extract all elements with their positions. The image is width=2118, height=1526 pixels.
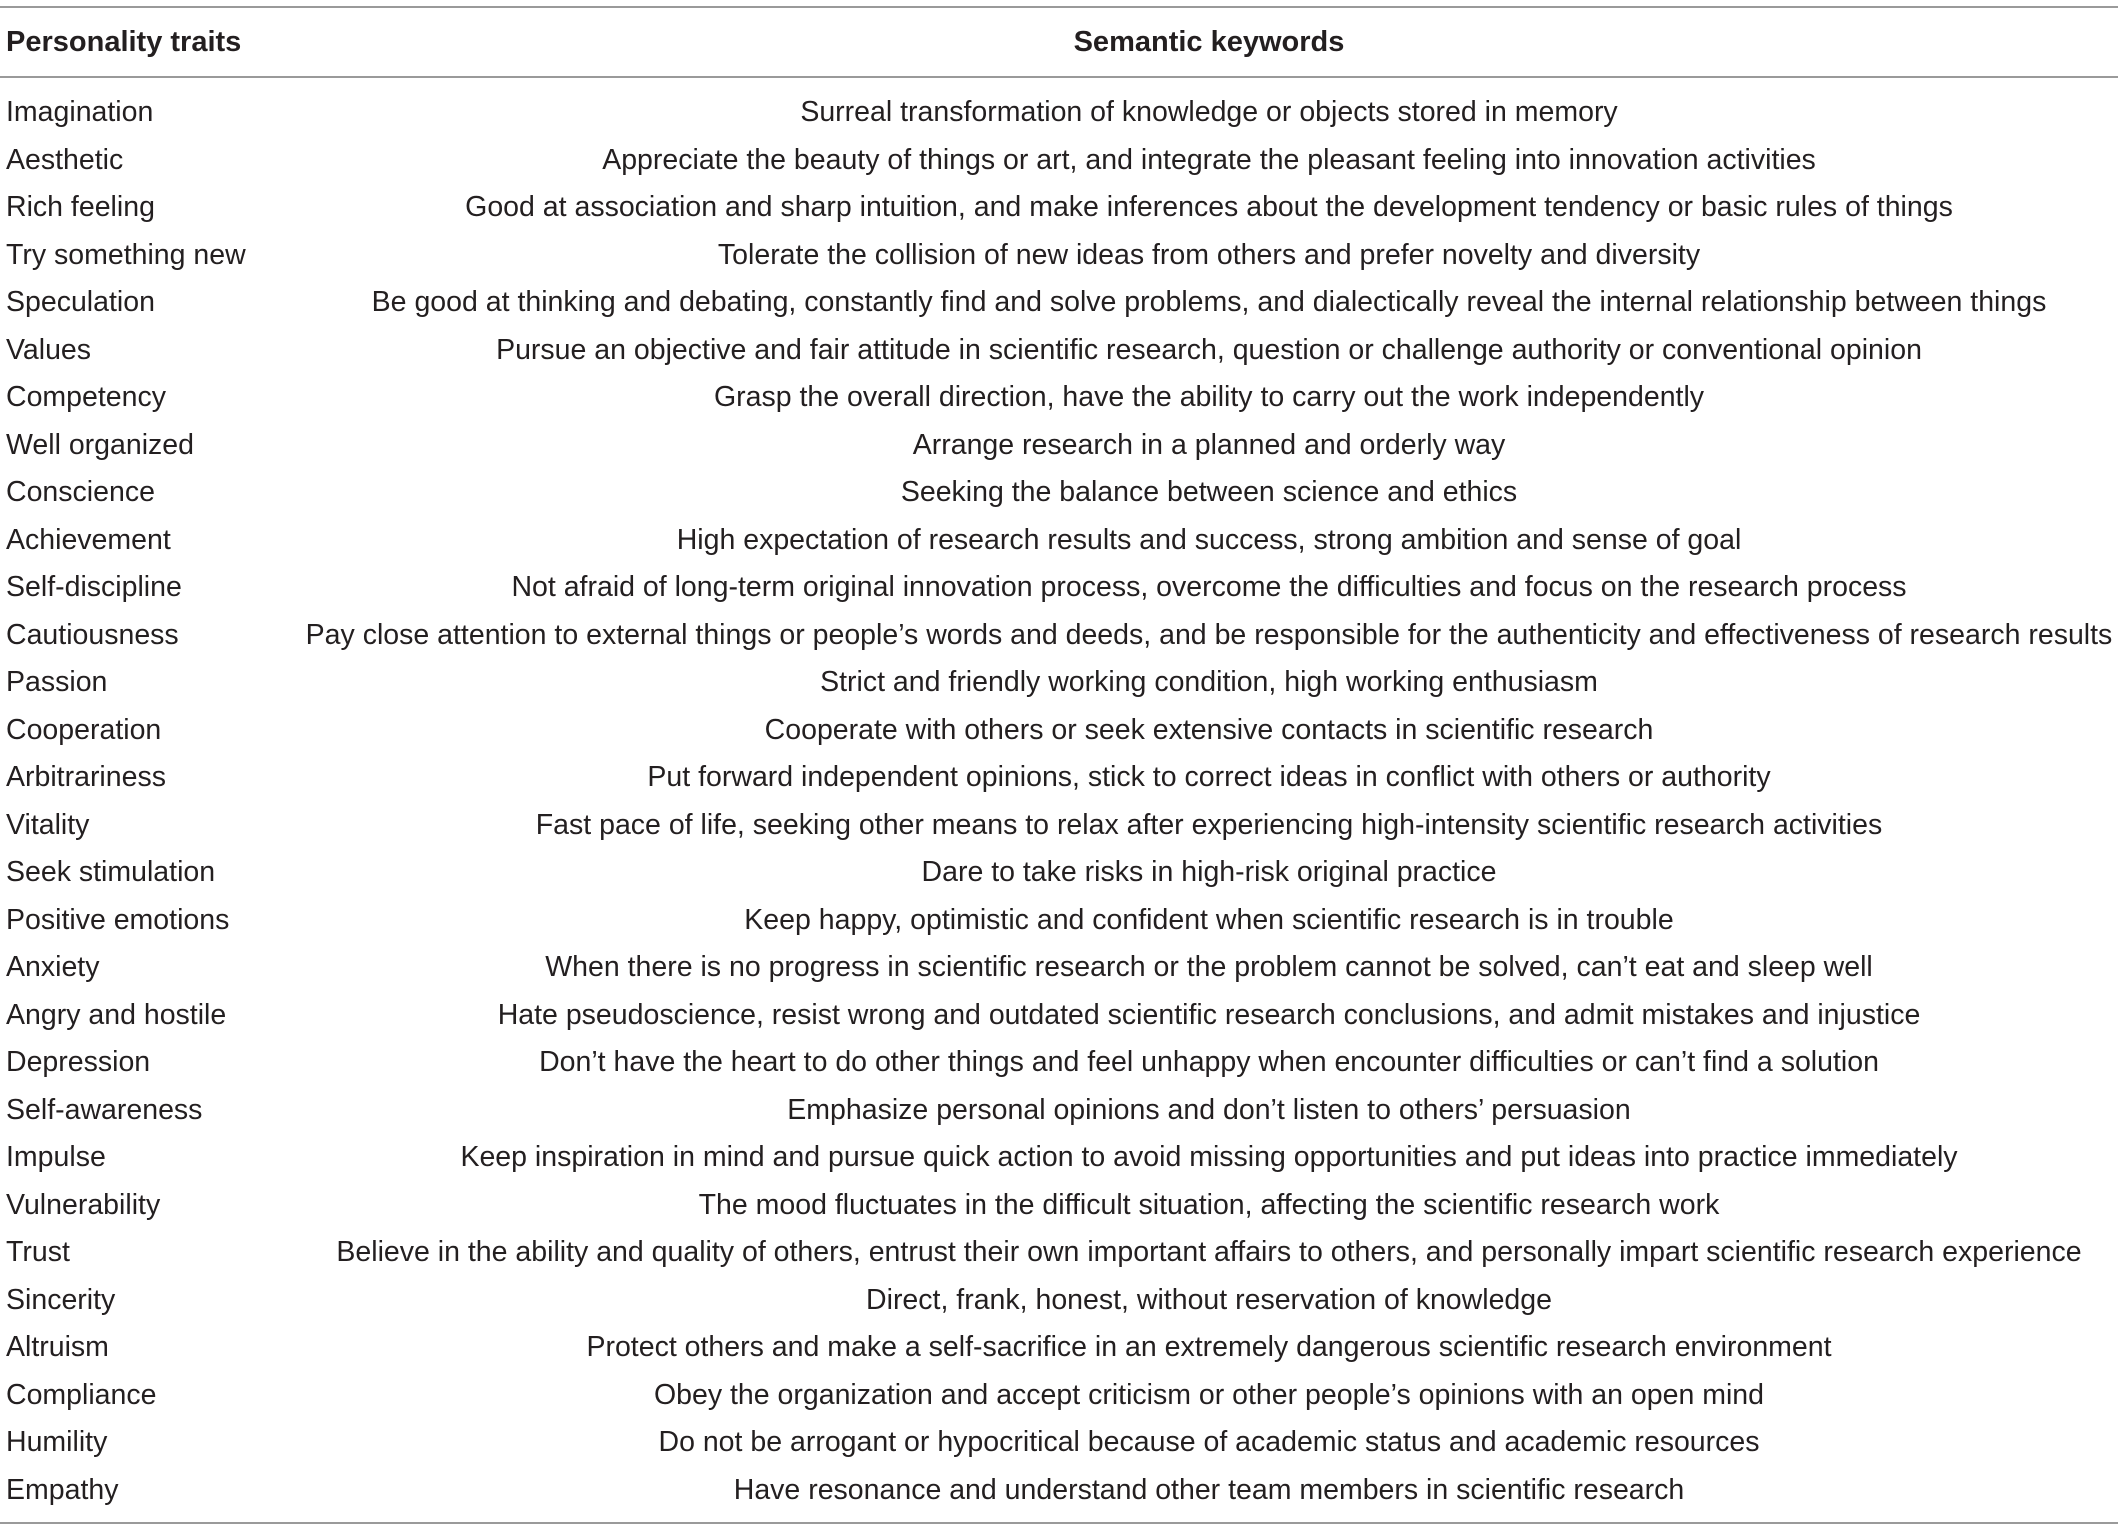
table-row [0, 1424, 2118, 1472]
keywords-cell: Do not be arrogant or hypocritical because of academic status and academic resources [658, 1426, 1760, 1458]
table-row [0, 427, 2118, 475]
trait-cell: Rich feeling [6, 191, 155, 223]
keywords-cell: Tolerate the collision of new ideas from others and prefer novelty and diversity [717, 238, 1701, 271]
table-header-rule [0, 76, 2118, 78]
keywords-cell: Protect others and make a self-sacrifice in an extremely dangerous scientific research environment [586, 1331, 1832, 1363]
trait-cell: Imagination [6, 96, 154, 128]
table-row [0, 1187, 2118, 1235]
keywords-cell: Seeking the balance between science and ethics [900, 476, 1518, 508]
trait-cell: Angry and hostile [6, 998, 227, 1031]
keywords-cell: Surreal transformation of knowledge or objects stored in memory [800, 96, 1618, 128]
keywords-cell: Arrange research in a planned and orderly way [912, 428, 1506, 461]
keywords-cell: Appreciate the beauty of things or art, and integrate the pleasant feeling into innovation activities [602, 143, 1816, 176]
table-row [0, 1139, 2118, 1187]
table-row [0, 1282, 2118, 1330]
keywords-cell: Grasp the overall direction, have the ability to carry out the work independently [713, 381, 1705, 413]
header-semantic-keywords: Semantic keywords [1073, 26, 1345, 58]
trait-cell: Competency [6, 381, 166, 413]
keywords-cell: Fast pace of life, seeking other means to relax after experiencing high-intensity scientific research activities [535, 808, 1883, 841]
header-personality-traits: Personality traits [6, 26, 242, 58]
keywords-cell: The mood fluctuates in the difficult situation, affecting the scientific research work [698, 1188, 1720, 1221]
keywords-cell: Emphasize personal opinions and don’t listen to others’ persuasion [787, 1093, 1631, 1126]
table-row [0, 1472, 2118, 1520]
table-header-row [0, 8, 2118, 76]
keywords-cell: Not afraid of long-term original innovation process, overcome the difficulties and focus on the research process [511, 571, 1907, 603]
trait-cell: Empathy [6, 1473, 119, 1506]
table-row [0, 522, 2118, 570]
keywords-cell: Believe in the ability and quality of others, entrust their own important affairs to others, and personally impart scientific research experience [336, 1236, 2082, 1268]
keywords-cell: Good at association and sharp intuition, and make inferences about the development tendency or basic rules of things [465, 191, 1953, 223]
trait-cell: Cautiousness [6, 618, 179, 651]
trait-cell: Self-discipline [6, 571, 182, 603]
trait-cell: Self-awareness [6, 1093, 203, 1126]
keywords-cell: Dare to take risks in high-risk original practice [921, 856, 1497, 888]
trait-cell: Sincerity [6, 1283, 116, 1316]
table-row [0, 1044, 2118, 1092]
keywords-cell: Hate pseudoscience, resist wrong and outdated scientific research conclusions, and admit mistakes and injustice [497, 998, 1921, 1031]
keywords-cell: Put forward independent opinions, stick to correct ideas in conflict with others or authority [647, 761, 1771, 793]
trait-cell: Impulse [6, 1141, 106, 1173]
trait-cell: Well organized [6, 428, 194, 461]
keywords-cell: Keep happy, optimistic and confident when scientific research is in trouble [744, 903, 1674, 936]
table-row [0, 1234, 2118, 1282]
trait-cell: Positive emotions [6, 903, 230, 936]
trait-cell: Cooperation [6, 713, 162, 746]
trait-cell: Try something new [6, 238, 246, 271]
table-row [0, 569, 2118, 617]
keywords-cell: Don’t have the heart to do other things and feel unhappy when encounter difficulties or can’t find a solution [539, 1046, 1879, 1078]
table-bottom-rule [0, 1522, 2118, 1524]
trait-cell: Speculation [6, 286, 155, 318]
keywords-cell: Strict and friendly working condition, high working enthusiasm [820, 666, 1598, 698]
trait-cell: Trust [6, 1236, 70, 1268]
table-row [0, 189, 2118, 237]
table-row [0, 617, 2118, 665]
keywords-cell: Cooperate with others or seek extensive contacts in scientific research [764, 713, 1654, 746]
table-row [0, 1329, 2118, 1377]
trait-cell: Achievement [6, 523, 171, 556]
trait-cell: Compliance [6, 1378, 157, 1411]
trait-cell: Seek stimulation [6, 856, 216, 888]
keywords-cell: Keep inspiration in mind and pursue quick action to avoid missing opportunities and put ideas into practice immediately [460, 1141, 1958, 1173]
trait-cell: Altruism [6, 1331, 109, 1363]
table-row [0, 237, 2118, 285]
keywords-cell: Pay close attention to external things or people’s words and deeds, and be responsible for the authenticity and effectiveness of research results [305, 618, 2113, 651]
table-body [0, 94, 2118, 1519]
keywords-cell: Have resonance and understand other team members in scientific research [733, 1473, 1685, 1506]
table-row [0, 379, 2118, 427]
table-row [0, 284, 2118, 332]
keywords-cell: Pursue an objective and fair attitude in scientific research, question or challenge authority or conventional opinion [496, 333, 1922, 366]
trait-cell: Anxiety [6, 951, 100, 983]
trait-cell: Passion [6, 666, 108, 698]
table-row [0, 332, 2118, 380]
trait-cell: Vitality [6, 808, 90, 841]
table-row [0, 664, 2118, 712]
keywords-cell: Obey the organization and accept criticism or other people’s opinions with an open mind [653, 1378, 1765, 1411]
table-row [0, 854, 2118, 902]
table-row [0, 474, 2118, 522]
trait-cell: Conscience [6, 476, 155, 508]
keywords-cell: When there is no progress in scientific research or the problem cannot be solved, can’t eat and sleep well [545, 951, 1873, 983]
table-row [0, 142, 2118, 190]
keywords-cell: Be good at thinking and debating, constantly find and solve problems, and dialectically reveal the internal relationship between things [371, 286, 2047, 318]
table-row [0, 759, 2118, 807]
trait-cell: Vulnerability [6, 1188, 161, 1221]
trait-cell: Values [6, 333, 92, 366]
table-row [0, 949, 2118, 997]
trait-cell: Arbitrariness [6, 761, 166, 793]
trait-cell: Depression [6, 1046, 151, 1078]
table-row [0, 1092, 2118, 1140]
table-row [0, 1377, 2118, 1425]
trait-cell: Aesthetic [6, 143, 124, 176]
table-row [0, 807, 2118, 855]
table-row [0, 997, 2118, 1045]
keywords-cell: High expectation of research results and success, strong ambition and sense of goal [676, 523, 1742, 556]
table-row [0, 902, 2118, 950]
trait-cell: Humility [6, 1426, 108, 1458]
table-row [0, 712, 2118, 760]
keywords-cell: Direct, frank, honest, without reservation of knowledge [866, 1283, 1552, 1316]
table-row [0, 94, 2118, 142]
